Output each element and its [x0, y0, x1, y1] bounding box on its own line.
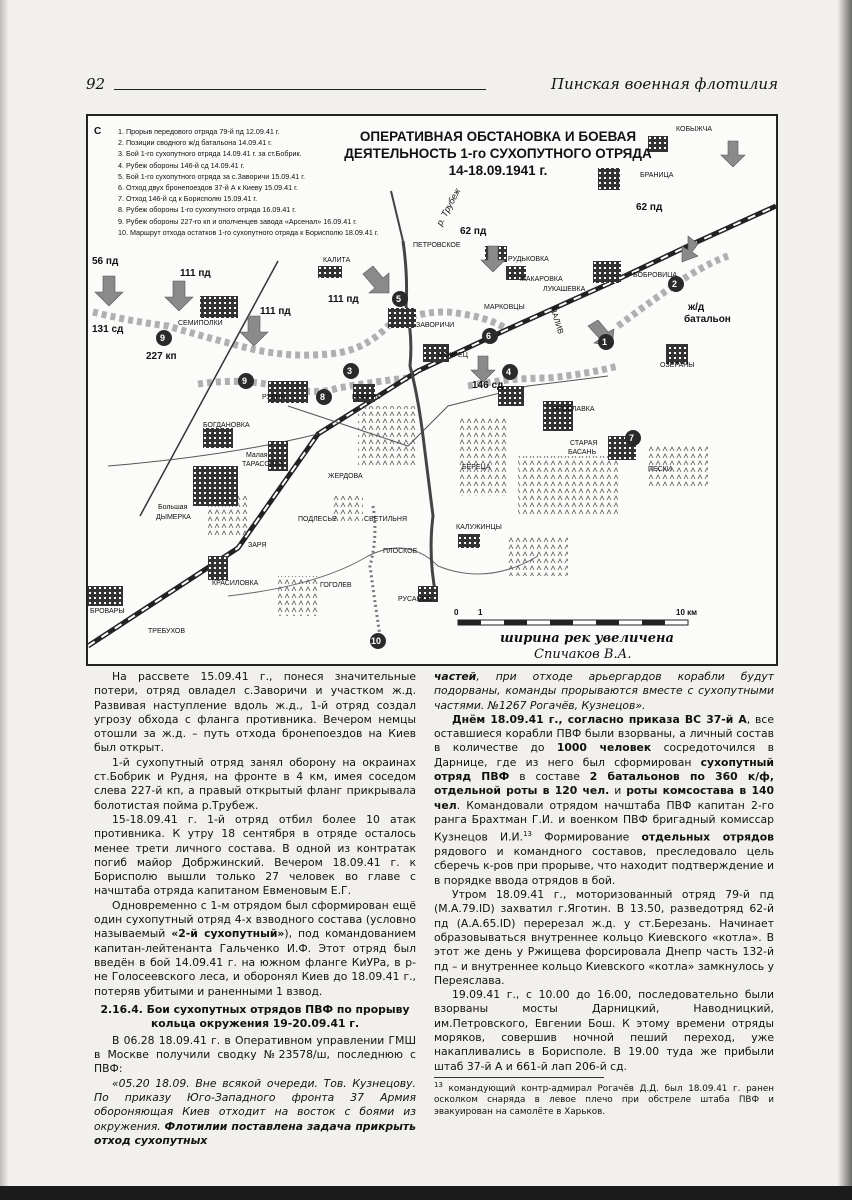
legend-item: 2. Позиции сводного ж/д батальона 14.09.41 г. — [118, 138, 272, 148]
scale-label: 1 — [478, 608, 483, 617]
map-title-line: ОПЕРАТИВНАЯ ОБСТАНОВКА И БОЕВАЯ — [359, 129, 637, 144]
unit-label: 111 пд — [260, 306, 291, 317]
place-label: ТРЕБУХОВ — [148, 628, 186, 635]
river-label: р. Трубеж — [434, 186, 463, 228]
marker-number: 6 — [486, 331, 492, 341]
scale-bar — [458, 620, 688, 625]
place-label: БЕРЕЦА — [462, 464, 491, 471]
place-label: ЖЕРДОВА — [328, 473, 363, 480]
place-label: КРАСИЛОВКА — [212, 580, 259, 587]
place-label: ГОГОЛЕВ — [320, 582, 352, 589]
text-run: «2-й сухопутный» — [171, 927, 285, 941]
scale-label: 0 — [454, 608, 459, 617]
place-label: РУДНЯ — [262, 394, 286, 401]
scan-edge — [838, 0, 852, 1200]
paragraph: В 06.28 18.09.41 г. в Оперативном управлении ГМШ в Москве получили сводку №23578/ш, последнюю с ПВФ: — [94, 1033, 416, 1076]
text-run: и — [609, 784, 627, 798]
marker-number: 8 — [320, 392, 326, 402]
place-label: ТАРАСОВКА — [242, 461, 284, 468]
map-title-line: ДЕЯТЕЛЬНОСТЬ 1-го СУХОПУТНОГО ОТРЯДА — [344, 146, 652, 161]
text-run: рядового и командного составов, преследовало цель сберечь к-ров при прорыве, что находит подтверждение и в порядке ввода отрядов в бой. — [434, 845, 774, 887]
unit-label: ж/д — [688, 302, 705, 313]
unit-label: 111 пд — [180, 268, 211, 279]
header-rule — [114, 89, 486, 90]
marker-number: 5 — [396, 294, 402, 304]
paragraph: 1-й сухопутный отряд занял оборону на окраинах ст.Бобрик и Рудня, на фронте в 4 км, имея соседом слева 227-й кп, а правый открытый фланг прикрывала болотистая пойма р.Трубеж. — [94, 755, 416, 812]
text-run: 2 батальонов по 360 к/ф, отдельной роты в 120 чел. — [434, 770, 774, 798]
book-title: Пинская военная флотилия — [550, 75, 778, 93]
paragraph: 15-18.09.41 г. 1-й отряд отбил более 10 атак противника. К утру 18 сентября в отряде осталось менее трети личного состава. В одной из контратак погиб майор Добржинский. Вечером 18.09.41 г. к Борисполю вышли только 27 человек во главе с начштаба отряда капитаном Евменовым Е.Г. — [94, 812, 416, 898]
footnote-ref: 13 — [523, 830, 532, 839]
text-run: отдельных отрядов — [641, 830, 774, 844]
legend-item: 4. Рубеж обороны 146-й сд 14.09.41 г. — [118, 160, 245, 170]
footnote — [434, 1080, 774, 1118]
place-label: ЗАВОРИЧИ — [416, 322, 455, 329]
map-figure — [86, 114, 778, 666]
marker-number: 10 — [371, 636, 382, 646]
place-label: КАЛУЖИНЦЫ — [456, 524, 502, 531]
unit-label: 146 сд — [472, 380, 504, 391]
text-column-left — [94, 670, 416, 1148]
place-label: ЛУКАШЕВКА — [543, 286, 586, 293]
marker-number: 1 — [602, 337, 608, 347]
place-label: ПЕСКИ — [648, 466, 672, 473]
place-label: ПЕТРОВСКОЕ — [413, 242, 461, 249]
text-run: Флотилии поставлена задача прикрыть отход сухопутных — [94, 1119, 416, 1147]
text-run: Формирование — [531, 830, 642, 844]
unit-label: 131 сд — [92, 324, 124, 335]
road — [228, 548, 538, 596]
place-label: РУДЬКОВКА — [508, 256, 549, 263]
text-run: сосредоточился в Дарнице, где из него был сформирован — [434, 741, 774, 769]
paragraph: На рассвете 15.09.41 г., понеся значительные потери, отряд овладел с.Заворичи и участком ж.д. Развивая наступление вдоль ж.д., 1-й отряд создал угрозу обхода с фланга противника. Вечером немцы отошли за ж.д. – путь отхода бронепоездов на Киев был открыт. — [94, 670, 416, 755]
text-run: «05.20 18.09. Вне всякой очереди. Тов. Кузнецову. По приказу Юго-Западного фронта 37 Армия обороняющая Киев отходит на восток с боями из окружения. — [94, 1076, 416, 1133]
marker-number: 4 — [506, 367, 512, 377]
marker-number: 9 — [160, 333, 166, 343]
place-label: ДЫМЕРКА — [156, 514, 191, 521]
paragraph: Утром 18.09.41 г., моторизованный отряд 79-й пд (М.А.79.ID) захватил г.Яготин. В 13.50, разведотряд 62-й пд (А.А.65.ID) перерезал ж.д. у ст.Березань. Начинает образовываться внутреннее кольцо Киевского «котла». В этот же день у Ржищева форсировала Днепр часть 132-й пд – и внутреннее кольцо Киевского «котла» замкнулось у Переяслава. — [434, 888, 774, 987]
place-label: БОБРИК — [352, 394, 381, 401]
map-title-line: 14-18.09.1941 г. — [448, 163, 548, 178]
legend-item: 5. Бой 1-го сухопутного отряда за с.Заворичи 15.09.41 г. — [118, 171, 306, 181]
legend-item: 1. Прорыв передового отряда 79-й пд 12.09.41 г. — [118, 127, 280, 136]
marker-number: 7 — [629, 433, 635, 443]
scan-border — [0, 1186, 852, 1200]
marker-number: 9 — [242, 376, 248, 386]
place-label: БРОВАРЫ — [90, 608, 125, 615]
place-label: ПЛОСКОЕ — [383, 548, 418, 555]
text-run: в составе — [509, 770, 590, 784]
text-run: командующий контр-адмирал Рогачёв Д.Д. был 18.09.41 г. ранен осколком снаряда в левое плечо при обстреле штаба ПВФ и эвакуирован на самолёте в Харьков. — [434, 1083, 774, 1117]
paragraph: 19.09.41 г., с 10.00 до 16.00, последовательно были взорваны мосты Дарницкий, Наводницкий, им.Петровского, Евгении Бош. К этому времени отряды моряков, совершив ночной пеший переход, уже накапливались в Борисполе. В 19.00 туда же прибыли штаб 37-й А и 661-й лап 206-й сд. — [434, 988, 774, 1073]
text-column-right — [434, 670, 774, 1118]
footnote-number: 13 — [434, 1080, 443, 1089]
text-run: . Командовали отрядом начштаба ПВФ капитан 2-го ранга Брахтман Г.И. и военком ПВФ бригадный комиссар Кузнецов И.И. — [434, 798, 774, 844]
scale-label: 10 км — [676, 608, 698, 617]
text-run: , при отходе арьергардов корабли будут подорваны, команды прорываются вместе с сухопутными частями. №1267 Рогачёв, Кузнецов». — [434, 670, 774, 712]
place-label: МАКАРОВКА — [520, 276, 563, 283]
section-heading: 2.16.4. Бои сухопутных отрядов ПВФ по прорыву кольца окружения 19-20.09.41 г. — [100, 1002, 410, 1030]
place-label: Большая — [158, 504, 188, 511]
unit-label: 227 кп — [146, 351, 177, 362]
running-header — [86, 75, 778, 97]
unit-label: батальон — [684, 314, 731, 325]
place-label: КОБЫЖЧА — [676, 126, 713, 133]
place-label: БОБРОВИЦА — [633, 272, 678, 279]
scale-note: ширина рек увеличена — [500, 631, 674, 646]
text-run: Днём 18.09.41 г., согласно приказа ВС 37-й А — [452, 712, 747, 726]
place-label: СВЕТИЛЬНЯ — [364, 516, 407, 523]
legend-item: 9. Рубеж обороны 227-го кп и ополченцев завода «Арсенал» 16.09.41 г. — [118, 216, 357, 226]
place-label: СТАРАЯ — [570, 440, 598, 447]
page-number: 92 — [86, 75, 106, 93]
unit-label: 62 пд — [636, 202, 663, 213]
paragraph — [94, 899, 416, 999]
text-run: роты комсостава в 140 чел — [434, 784, 775, 812]
marker-number: 2 — [672, 279, 678, 289]
map-title — [338, 128, 658, 179]
place-label: БРАНИЦА — [640, 172, 674, 179]
place-label: ЗАРЯ — [248, 542, 267, 549]
quote-paragraph — [94, 1077, 416, 1148]
marker-number: 3 — [347, 366, 353, 376]
quote-paragraph — [434, 670, 774, 713]
compass-letter: С — [94, 126, 102, 137]
text-run: сухопутный отряд ПВФ — [434, 755, 774, 784]
scan-edge — [0, 0, 8, 1200]
unit-label: 56 пд — [92, 256, 119, 267]
place-label: БОГДАНОВКА — [203, 422, 250, 429]
footnote-rule — [434, 1077, 604, 1078]
road-label: ЯАЛИВ — [548, 305, 566, 336]
text-run: ), под командованием капитан-лейтенанта Гальченко И.Ф. Этот отряд был введён в бой 14.09.41 г. на южном фланге КиУРа, в р-не Голосеевского леса, и оборонял Киев до 18.09.41 г., потеряв убитыми и раненными 1 взвод. — [94, 927, 417, 998]
legend-item: 7. Отход 146-й сд к Борисполю 15.09.41 г. — [118, 194, 258, 204]
unit-label: 111 пд — [328, 294, 359, 305]
legend-item: 3. Бой 1-го сухопутного отряда 14.09.41 г. за ст.Бобрик. — [118, 149, 302, 159]
text-run: , все оставшиеся корабли ПВФ были взорваны, а личный состав в количестве до — [434, 712, 774, 755]
paragraph — [434, 713, 774, 888]
legend-item: 6. Отход двух бронепоездов 37-й А к Киеву 15.09.41 г. — [118, 183, 298, 193]
place-label: ЯРОСЛАВКА — [552, 406, 595, 413]
place-label: МАРКОВЦЫ — [484, 304, 525, 311]
unit-label: 62 пд — [460, 226, 487, 237]
author-signature: Спичаков В.А. — [534, 647, 632, 662]
place-label: СЕМИПОЛКИ — [178, 320, 223, 327]
place-label: РУСАНОВ — [398, 596, 432, 603]
place-label: ПОДЛЕСЬЕ — [298, 516, 337, 523]
text-run: частей — [434, 670, 477, 683]
place-label: Малая — [246, 452, 268, 459]
place-label: КАЛИТА — [323, 257, 351, 264]
place-label: ОЗЕРАНЫ — [660, 362, 695, 369]
legend-item: 8. Рубеж обороны 1-го сухопутного отряда 16.09.41 г. — [118, 205, 297, 215]
place-label: БАСАНЬ — [568, 449, 597, 456]
place-label: МОКРЕЦ — [438, 352, 468, 359]
text-run: Одновременно с 1-м отрядом был сформирован ещё один сухопутный отряд 4-х взводного состава (условно называемый — [94, 898, 416, 941]
route — [370, 506, 380, 636]
text-run: 1000 человек — [556, 741, 652, 755]
legend-item: 10. Маршрут отхода остатков 1-го сухопутного отряда к Борисполю 18.09.41 г. — [118, 227, 379, 237]
